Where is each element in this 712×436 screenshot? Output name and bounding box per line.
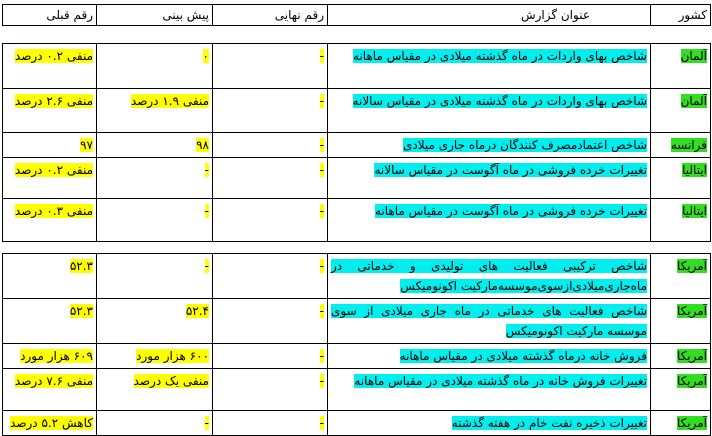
country-label: ایتالیا [682, 163, 707, 177]
country-cell [651, 344, 711, 369]
title-cell [328, 254, 651, 299]
table-row [3, 369, 711, 411]
previous-value: ۵۲.۳ [69, 259, 93, 273]
country-cell [651, 133, 711, 158]
country-cell [651, 89, 711, 133]
forecast-value: - [204, 416, 209, 430]
actual-cell [213, 344, 328, 369]
report-title: شاخص فعالیت های خدماتی در ماه جاری میلادی از سوی موسسه مارکیت اکونومیکس [331, 304, 647, 338]
actual-value: - [319, 163, 324, 177]
previous-cell [3, 369, 97, 411]
table-row [3, 44, 711, 89]
table-row [3, 411, 711, 436]
forecast-cell [97, 44, 213, 89]
country-label: فرانسه [670, 138, 707, 152]
previous-value: ۵۲.۳ [69, 304, 93, 318]
country-cell [651, 369, 711, 411]
title-cell [328, 158, 651, 199]
actual-cell [213, 299, 328, 344]
actual-cell [213, 199, 328, 242]
previous-cell [3, 299, 97, 344]
country-label: ایتالیا [682, 204, 707, 218]
country-label: آمریکا [676, 349, 707, 363]
previous-cell [3, 158, 97, 199]
forecast-cell [97, 199, 213, 242]
previous-cell [3, 44, 97, 89]
previous-value: ۶۰۹ هزار مورد [20, 349, 93, 363]
table-row [3, 344, 711, 369]
previous-value: ۹۷ [80, 138, 93, 152]
actual-cell [213, 158, 328, 199]
previous-cell [3, 199, 97, 242]
forecast-value: ۶۰۰ هزار مورد [136, 349, 209, 363]
report-title: شاخص بهای واردات در ماه گذشته میلادی در مقیاس ماهانه [353, 49, 647, 63]
actual-cell [213, 133, 328, 158]
country-label: آمریکا [676, 416, 707, 430]
actual-cell [213, 89, 328, 133]
actual-value: - [319, 94, 324, 108]
title-cell [328, 299, 651, 344]
forecast-value: - [204, 259, 209, 273]
actual-cell [213, 411, 328, 436]
title-cell [328, 369, 651, 411]
forecast-cell [97, 299, 213, 344]
actual-value: - [319, 204, 324, 218]
report-title: شاخص ترکیبی فعالیت های تولیدی و خدماتی در ماه‌جاری‌میلادی‌ازسوی‌موسسه‌مارکیت اکونومیکس [331, 259, 647, 293]
country-cell [651, 158, 711, 199]
forecast-value: منفی یک درصد [133, 374, 209, 388]
forecast-cell [97, 89, 213, 133]
title-cell [328, 44, 651, 89]
previous-value: منفی ۰.۲ درصد [14, 49, 93, 63]
table-row [3, 254, 711, 299]
report-title: فروش خانه درماه گذشته میلادی در مقیاس ماهانه [399, 349, 647, 363]
country-cell [651, 199, 711, 242]
previous-value: منفی ۰.۳ درصد [14, 204, 93, 218]
actual-cell [213, 44, 328, 89]
previous-value: منفی ۰.۲ درصد [14, 163, 93, 177]
country-cell [651, 254, 711, 299]
forecast-cell [97, 158, 213, 199]
title-cell [328, 411, 651, 436]
report-title: شاخص اعتمادمصرف کنندگان درماه جاری میلادی [402, 138, 647, 152]
report-title: شاخص بهای واردات در ماه گذشته میلادی در مقیاس سالانه [352, 94, 647, 108]
report-title: تغییرات خرده فروشی در ماه آگوست در مقیاس سالانه [374, 163, 647, 177]
country-cell [651, 44, 711, 89]
forecast-cell [97, 254, 213, 299]
forecast-cell [97, 411, 213, 436]
table-row [3, 299, 711, 344]
forecast-value: منفی ۱.۹ درصد [130, 94, 209, 108]
header-forecast: پیش بینی [97, 5, 213, 26]
country-cell [651, 299, 711, 344]
country-label: آلمان [680, 49, 707, 63]
actual-value: - [319, 49, 324, 63]
previous-cell [3, 411, 97, 436]
actual-value: - [319, 304, 324, 318]
previous-value: منفی ۷.۶ درصد [14, 374, 93, 388]
group2-table [2, 253, 711, 436]
actual-cell [213, 369, 328, 411]
forecast-value: - [204, 204, 209, 218]
actual-cell [213, 254, 328, 299]
header-title: عنوان گزارش [328, 5, 651, 26]
previous-cell [3, 89, 97, 133]
actual-value: - [319, 374, 324, 388]
forecast-value: ۹۸ [196, 138, 209, 152]
forecast-cell [97, 133, 213, 158]
title-cell [328, 199, 651, 242]
country-cell [651, 411, 711, 436]
forecast-cell [97, 344, 213, 369]
actual-value: - [319, 259, 324, 273]
title-cell [328, 133, 651, 158]
forecast-value: ۰ [202, 49, 209, 63]
previous-cell [3, 344, 97, 369]
forecast-value: ۵۲.۴ [185, 304, 209, 318]
report-title: تغییرات خرده فروشی در ماه آگوست در مقیاس ماهانه [374, 204, 647, 218]
report-title: تغییرات ذخیره نفت خام در هفته گذشته [451, 416, 647, 430]
header-previous: رقم قبلی [3, 5, 97, 26]
table-row [3, 199, 711, 242]
header-country: کشور [651, 5, 711, 26]
actual-value: - [319, 416, 324, 430]
previous-value: منفی ۲.۶ درصد [14, 94, 93, 108]
header-table [2, 4, 711, 26]
previous-cell [3, 254, 97, 299]
table-row [3, 89, 711, 133]
title-cell [328, 89, 651, 133]
table-row [3, 158, 711, 199]
table-row [3, 133, 711, 158]
group1-table [2, 43, 711, 242]
forecast-cell [97, 369, 213, 411]
country-label: آمریکا [676, 259, 707, 273]
country-label: آمریکا [676, 374, 707, 388]
actual-value: - [319, 138, 324, 152]
actual-value: - [319, 349, 324, 363]
country-label: آمریکا [676, 304, 707, 318]
previous-cell [3, 133, 97, 158]
title-cell [328, 344, 651, 369]
forecast-value: - [204, 163, 209, 177]
country-label: آلمان [680, 94, 707, 108]
previous-value: کاهش ۵.۲ درصد [10, 416, 93, 430]
header-row [3, 5, 711, 26]
report-title: تغییرات فروش خانه در ماه گذشته میلادی در مقیاس ماهانه [354, 374, 647, 388]
header-actual: رقم نهایی [213, 5, 328, 26]
